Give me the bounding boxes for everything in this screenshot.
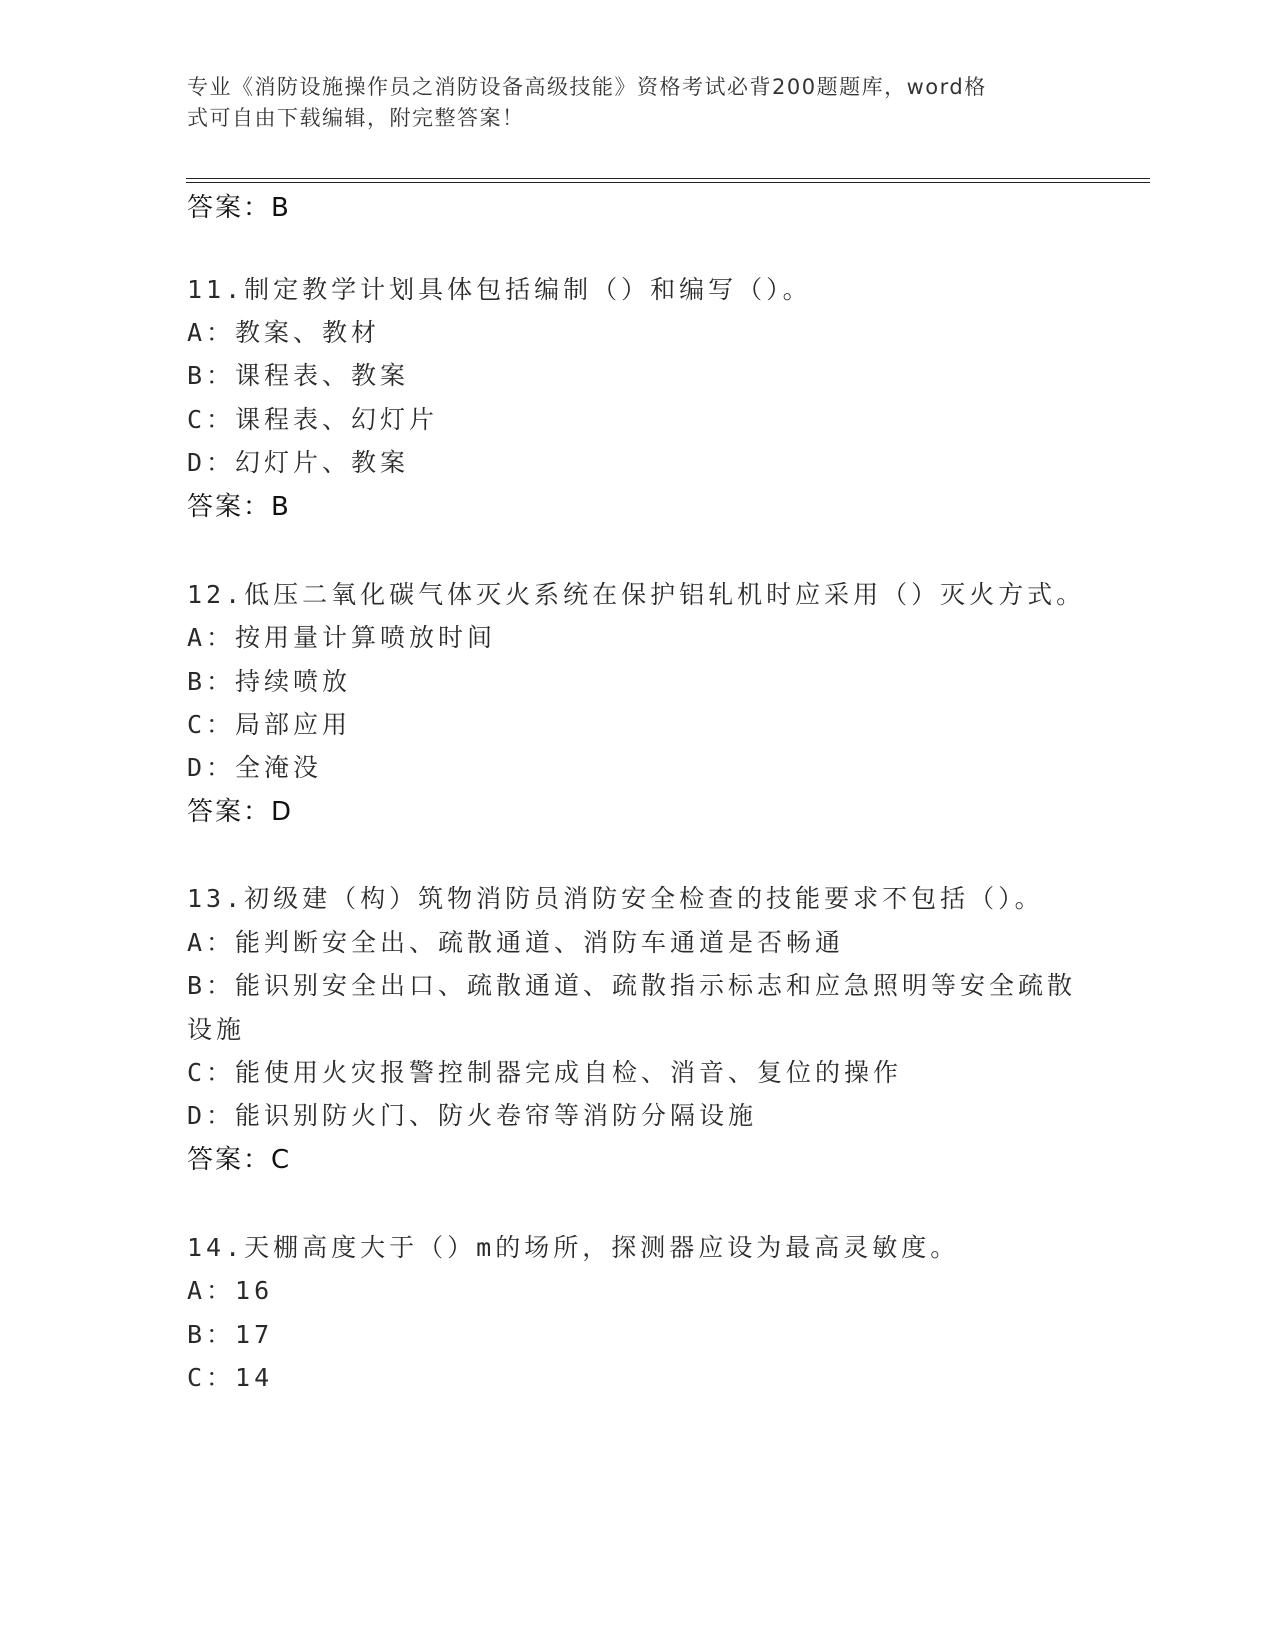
question-14-option-b: B：17 <box>187 1320 274 1349</box>
header-divider-thin <box>186 178 1150 179</box>
question-11-option-a: A：教案、教材 <box>187 318 381 347</box>
question-13-option-b: B：能识别安全出口、疏散通道、疏散指示标志和应急照明等安全疏散 <box>187 971 1077 1000</box>
question-11-option-d: D：幻灯片、教案 <box>187 448 410 477</box>
question-11-option-c: C：课程表、幻灯片 <box>187 405 439 434</box>
header-line-2: 式可自由下载编辑，附完整答案！ <box>187 106 525 130</box>
question-13-option-d: D：能识别防火门、防火卷帘等消防分隔设施 <box>187 1101 758 1130</box>
header-line-1: 专业《消防设施操作员之消防设备高级技能》资格考试必背200题题库，word格 <box>187 75 987 99</box>
question-14-option-c: C：14 <box>187 1363 274 1392</box>
question-13-stem: 13.初级建（构）筑物消防员消防安全检查的技能要求不包括（）。 <box>187 884 1044 913</box>
question-12-option-c: C：局部应用 <box>187 710 352 739</box>
document-header <box>187 72 1067 134</box>
question-14-stem: 14.天棚高度大于（）m的场所，探测器应设为最高灵敏度。 <box>187 1233 960 1262</box>
question-12-answer: 答案：D <box>187 797 294 827</box>
previous-answer: 答案：B <box>187 193 291 223</box>
question-14-option-a: A：16 <box>187 1276 274 1305</box>
header-divider-thick <box>186 182 1150 183</box>
question-13-option-b-continued: 设施 <box>187 1015 246 1044</box>
question-12-option-a: A：按用量计算喷放时间 <box>187 623 497 652</box>
question-11-answer: 答案：B <box>187 492 291 522</box>
question-12-stem: 12.低压二氧化碳气体灭火系统在保护铝轧机时应采用（）灭火方式。 <box>187 580 1086 609</box>
question-13-option-c: C：能使用火灾报警控制器完成自检、消音、复位的操作 <box>187 1058 903 1087</box>
question-13-option-a: A：能判断安全出、疏散通道、消防车通道是否畅通 <box>187 928 845 957</box>
question-11-stem: 11.制定教学计划具体包括编制（）和编写（）。 <box>187 275 812 304</box>
question-13-answer: 答案：C <box>187 1145 292 1175</box>
question-12-option-d: D：全淹没 <box>187 753 323 782</box>
question-12-option-b: B：持续喷放 <box>187 667 352 696</box>
question-11-option-b: B：课程表、教案 <box>187 361 410 390</box>
